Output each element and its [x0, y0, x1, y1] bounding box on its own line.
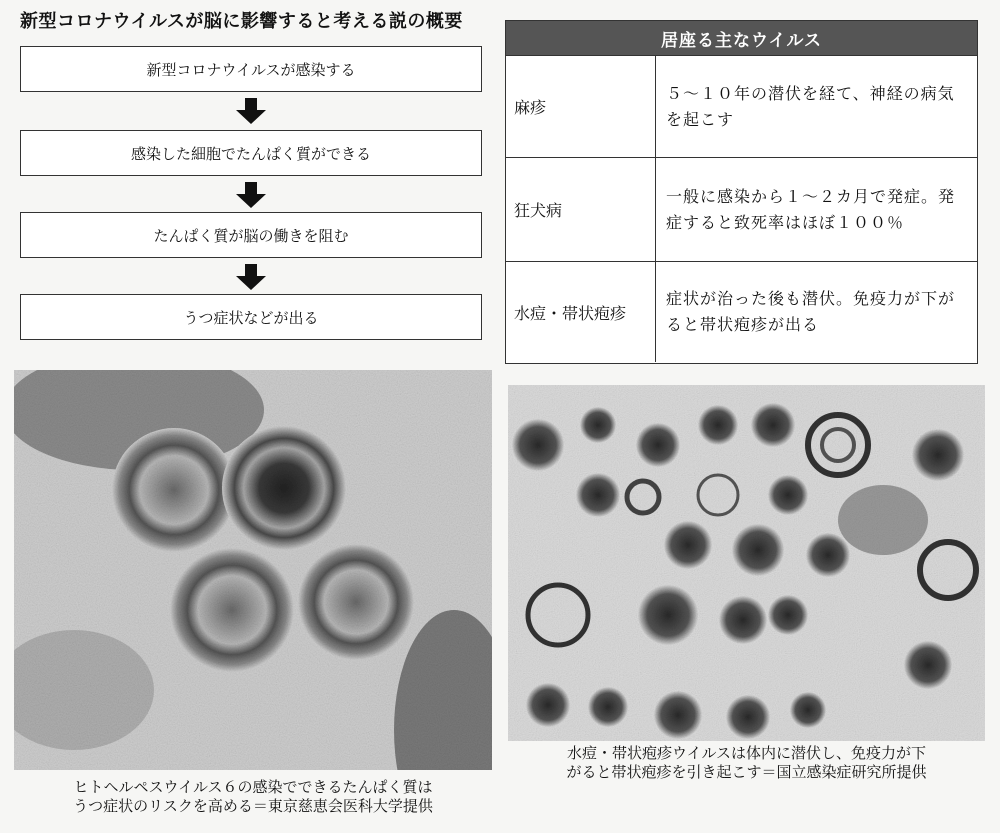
flow-step-1: 新型コロナウイルスが感染する: [20, 46, 482, 92]
down-arrow-icon: [236, 264, 266, 290]
right-caption: [508, 744, 985, 782]
hhv6-micrograph: [14, 370, 492, 770]
virus-description: ５～１０年の潜伏を経て、神経の病気を起こす: [666, 83, 955, 129]
table-row: [506, 157, 977, 261]
right-caption-line-2: がると帯状疱疹を引き起こす＝国立感染症研究所提供: [566, 763, 927, 781]
down-arrow-icon: [236, 182, 266, 208]
down-arrow-icon: [236, 98, 266, 124]
flow-step-3: たんぱく質が脳の働きを阻む: [20, 212, 482, 258]
vzv-micrograph: [508, 385, 985, 741]
virus-description: 症状が治った後も潜伏。免疫力が下がると帯状疱疹が出る: [666, 289, 956, 334]
table-header: 居座る主なウイルス: [506, 21, 977, 55]
virus-name: 狂犬病: [506, 158, 656, 261]
left-caption: [14, 778, 492, 816]
flow-step-4: うつ症状などが出る: [20, 294, 482, 340]
table-row: [506, 55, 977, 157]
virus-name: 水痘・帯状疱疹: [506, 262, 656, 362]
flow-title: 新型コロナウイルスが脳に影響すると考える説の概要: [20, 11, 463, 32]
virus-table: [505, 20, 978, 364]
virus-description: 一般に感染から１～２カ月で発症。発症すると致死率はほぼ１００％: [666, 186, 956, 232]
right-caption-line-1: 水痘・帯状疱疹ウイルスは体内に潜伏し、免疫力が下: [566, 744, 927, 762]
table-row: [506, 261, 977, 362]
left-caption-line-1: ヒトヘルペスウイルス６の感染でできるたんぱく質は: [73, 778, 433, 796]
flow-step-2: 感染した細胞でたんぱく質ができる: [20, 130, 482, 176]
left-caption-line-2: うつ症状のリスクを高める＝東京慈恵会医科大学提供: [73, 797, 433, 815]
virus-name: 麻疹: [506, 56, 656, 157]
